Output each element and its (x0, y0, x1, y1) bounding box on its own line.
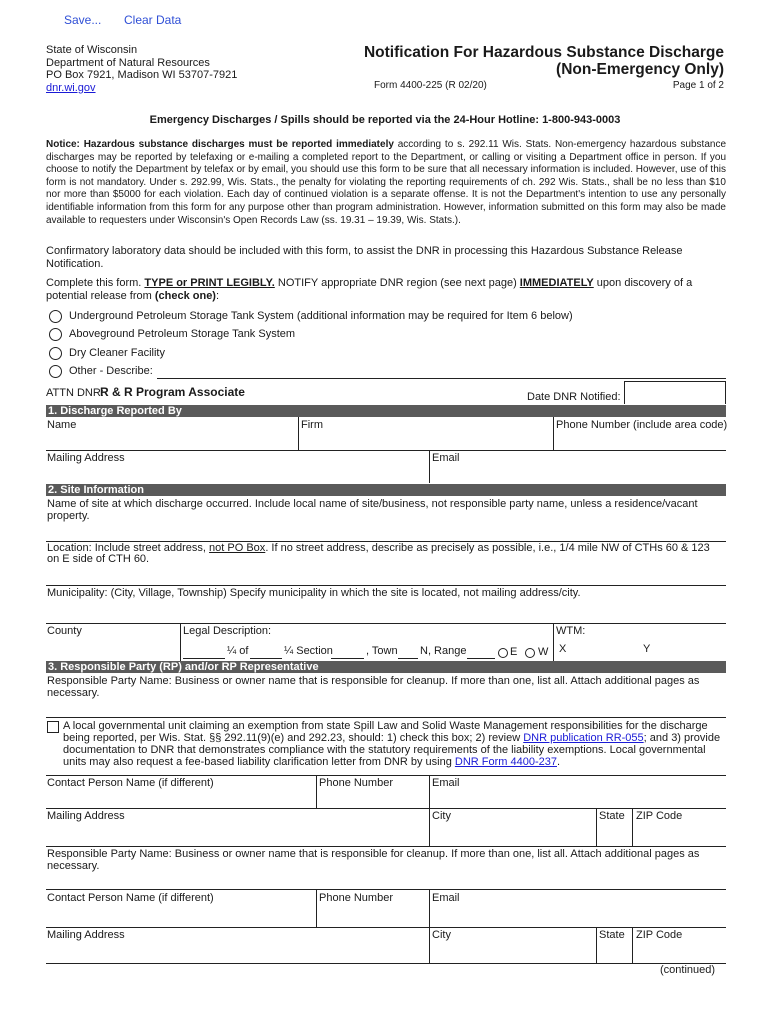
range-label: N, Range (420, 645, 467, 657)
other-describe-input[interactable] (157, 364, 726, 378)
name-input[interactable] (47, 431, 296, 448)
divider (624, 381, 726, 382)
section1-header: 1. Discharge Reported By (46, 405, 726, 417)
title-line-2: (Non-Emergency Only) (556, 61, 724, 78)
west-label: W (538, 646, 549, 658)
town-input[interactable] (398, 645, 418, 658)
rp2-name-input[interactable] (47, 873, 725, 887)
rp2-zip-input[interactable] (634, 942, 725, 961)
firm-label: Firm (301, 419, 323, 431)
wtm-x-label: X (559, 643, 567, 655)
mailing-address-label: Mailing Address (47, 452, 125, 464)
phone-label: Phone Number (include area code) (556, 419, 728, 431)
notice-body: according to s. 292.11 Wis. Stats. Non-emergency hazardous substance discharges may be reported by telefaxing or e-mailing a completed report to the Department, or calling or visiting a Department office in person. If you choose to notify the Department by telefax or by email, you should use this form to be sure that all necessary information is included. However, use of this form is not mandatory. Under s. 292.99, Wis. Stats., the penalty for violating the reporting requirements of ch. 292 Wis. Stats., shall be no less than $10 nor more than $5000 for each violation. Each day of continued violation is a separate offense. It is not the Department's intention to use any personally identifiable information from this form for any purpose other than program administration. However, information submitted on this form may also be made available to requesters under Wisconsin's Open Records Law (ss. 19.31 – 19.39, Wis. Stats.). (46, 139, 727, 226)
site-name-input[interactable] (47, 524, 725, 540)
immediately-emphasis: IMMEDIATELY (519, 277, 594, 289)
section-label: ¼ Section (284, 645, 333, 657)
rp-zip-label: ZIP Code (636, 810, 683, 822)
rp2-state-input[interactable] (598, 942, 630, 961)
divider (429, 927, 430, 963)
radio-east[interactable] (498, 648, 508, 658)
rp-mailing-label: Mailing Address (47, 810, 125, 822)
county-input[interactable] (47, 638, 179, 660)
notice-lead: Notice: Hazardous substance discharges must be reported immediately (46, 139, 394, 150)
other-describe-line (157, 378, 726, 379)
rp2-phone-label: Phone Number (319, 892, 393, 904)
rp-state-input[interactable] (598, 823, 630, 844)
quarter-1-line (183, 658, 225, 659)
exemption-checkbox[interactable] (47, 721, 59, 733)
exemption-text-part: ; and 3) provide documentation to DNR that demonstrates compliance with the statutory requirements of the liability exemptions. Local governmental units may also request a fee-based liability clarification letter from DNR by using (63, 732, 721, 768)
east-label: E (510, 646, 518, 658)
radio-dry-cleaner[interactable] (49, 347, 62, 360)
date-notified-input[interactable] (626, 383, 724, 402)
divider (46, 585, 726, 586)
type-print-emphasis: TYPE or PRINT LEGIBLY. (144, 277, 275, 289)
contact-person-input[interactable] (47, 790, 314, 806)
phone-input[interactable] (555, 431, 725, 448)
name-label: Name (47, 419, 77, 431)
rp2-contact-input[interactable] (47, 905, 314, 925)
instructions (46, 277, 726, 302)
exemption-text (63, 720, 723, 768)
contact-person-label: Contact Person Name (if different) (47, 777, 214, 789)
option-label-dry-cleaner: Dry Cleaner Facility (69, 347, 165, 359)
rp-phone-input[interactable] (318, 790, 427, 806)
divider (632, 927, 633, 963)
rp2-mailing-label: Mailing Address (47, 929, 125, 941)
dnr-publication-link[interactable]: DNR publication RR-055 (523, 732, 644, 744)
rp2-email-label: Email (432, 892, 460, 904)
rp2-email-input[interactable] (431, 905, 725, 925)
rp2-name-label: Responsible Party Name: Business or owner name that is responsible for cleanup. If more than one, list all. Attach additional pages as necessary. (47, 848, 700, 872)
section-line (331, 658, 364, 659)
website-link[interactable]: dnr.wi.gov (46, 81, 96, 94)
divider (429, 775, 430, 808)
rp-city-label: City (432, 810, 451, 822)
divider (46, 846, 726, 847)
divider (180, 623, 181, 661)
wtm-y-input[interactable] (654, 640, 724, 658)
agency-line: State of Wisconsin (46, 44, 138, 56)
divider (298, 417, 299, 450)
wtm-x-input[interactable] (570, 640, 640, 658)
rp2-city-input[interactable] (431, 942, 594, 961)
rp2-city-label: City (432, 929, 451, 941)
page-number: Page 1 of 2 (672, 80, 724, 91)
section2-header: 2. Site Information (46, 484, 726, 496)
location-label (47, 543, 725, 565)
notice-paragraph (46, 139, 726, 227)
clear-data-button[interactable]: Clear Data (124, 13, 182, 27)
rp2-contact-label: Contact Person Name (if different) (47, 892, 214, 904)
rp-phone-label: Phone Number (319, 777, 393, 789)
quarter-1-input[interactable] (183, 645, 225, 658)
firm-input[interactable] (300, 431, 551, 448)
instructions-part: upon discovery of a potential release from (46, 277, 693, 302)
town-line (398, 658, 418, 659)
divider (429, 889, 430, 927)
check-one-emphasis: (check one) (154, 289, 216, 302)
rp-name-label: Responsible Party Name: Business or owner name that is responsible for cleanup. If more than one, list all. Attach additional pages as necessary. (47, 675, 700, 699)
option-label-ust: Underground Petroleum Storage Tank System (additional information may be required for Item 6 below) (69, 310, 573, 322)
location-input[interactable] (47, 566, 725, 583)
divider (632, 808, 633, 846)
rp2-phone-input[interactable] (318, 905, 427, 925)
divider (725, 381, 726, 404)
instructions-part: : (215, 289, 220, 302)
divider (316, 889, 317, 927)
location-label-part: . If no street address, describe as precisely as possible, i.e., 1/4 mile NW of CTHs 60 & 123 on E side of CTH 60. (47, 542, 710, 565)
legal-description-label: Legal Description: (183, 625, 272, 637)
radio-ast[interactable] (49, 328, 62, 341)
divider (596, 808, 597, 846)
divider (429, 808, 430, 846)
divider (46, 623, 726, 624)
rp2-zip-label: ZIP Code (636, 929, 683, 941)
date-notified-label: Date DNR Notified: (527, 391, 621, 403)
hotline-text: Emergency Discharges / Spills should be reported via the 24-Hour Hotline: 1-800-943-0003 (149, 114, 621, 126)
attn-label: ATTN DNR: (46, 387, 104, 399)
wtm-label: WTM: (556, 625, 586, 637)
quarter-of-label: ¼ of (227, 645, 249, 657)
save-button[interactable]: Save... (64, 13, 102, 27)
rp2-state-label: State (599, 929, 625, 941)
divider (553, 417, 554, 450)
rp-city-input[interactable] (431, 823, 594, 844)
radio-west[interactable] (525, 648, 535, 658)
continued-label: (continued) (660, 964, 716, 976)
email-input[interactable] (431, 464, 725, 481)
instructions-part: NOTIFY appropriate DNR region (see next page) (274, 277, 520, 289)
mailing-address-input[interactable] (47, 464, 427, 481)
location-not-po-box: not PO Box (209, 542, 266, 554)
site-name-label: Name of site at which discharge occurred. Include local name of site/business, not responsible party name, unless a residence/vacant property. (47, 498, 698, 522)
agency-line: PO Box 7921, Madison WI 53707-7921 (46, 69, 238, 81)
rp2-mailing-input[interactable] (47, 942, 427, 961)
rp-email-input[interactable] (431, 790, 725, 806)
divider (596, 927, 597, 963)
agency-line: Department of Natural Resources (46, 56, 210, 69)
divider (624, 381, 625, 404)
agency-block (46, 44, 237, 94)
divider (46, 717, 726, 718)
divider (46, 808, 726, 809)
wtm-y-label: Y (643, 643, 651, 655)
range-input[interactable] (467, 645, 495, 658)
range-line (467, 658, 495, 659)
form-title (364, 44, 724, 78)
option-label-ast: Aboveground Petroleum Storage Tank System (69, 328, 296, 340)
rp-state-label: State (599, 810, 625, 822)
divider (429, 450, 430, 483)
instructions-part: Complete this form. (46, 277, 145, 289)
section-input[interactable] (331, 645, 364, 658)
quarter-2-input[interactable] (250, 645, 282, 658)
radio-ust[interactable] (49, 310, 62, 323)
divider (46, 889, 726, 890)
rp-mailing-input[interactable] (47, 823, 427, 844)
divider (46, 775, 726, 776)
town-label: , Town (366, 645, 398, 657)
rp-email-label: Email (432, 777, 460, 789)
title-line-1: Notification For Hazardous Substance Discharge (363, 44, 724, 61)
form-number: Form 4400-225 (R 02/20) (374, 80, 487, 91)
confirm-text: Confirmatory laboratory data should be included with this form, to assist the DNR in processing this Hazardous Substance Release Notification. (46, 245, 683, 270)
divider (553, 623, 554, 661)
quarter-2-line (250, 658, 282, 659)
location-label-part: Location: Include street address, (47, 542, 210, 554)
exemption-text-part: A local governmental unit claiming an exemption from state Spill Law and Solid Waste Management responsibilities for the discharge being reported, per Wis. Stat. §§ 292.11(9)(e) and 292.23, should: 1) check this box; 2) review (63, 720, 708, 744)
divider (46, 963, 726, 964)
option-label-other: Other - Describe: (69, 365, 153, 377)
municipality-input[interactable] (47, 601, 725, 621)
email-label: Email (432, 452, 460, 464)
rp-zip-input[interactable] (634, 823, 725, 844)
attn-value: R & R Program Associate (100, 385, 245, 399)
county-label: County (47, 625, 82, 637)
radio-other[interactable] (49, 365, 62, 378)
section3-header: 3. Responsible Party (RP) and/or RP Representative (46, 661, 726, 673)
divider (316, 775, 317, 808)
exemption-text-part: . (557, 756, 561, 768)
dnr-form-link[interactable]: DNR Form 4400-237 (454, 756, 557, 768)
rp-name-input[interactable] (47, 700, 725, 715)
divider (46, 927, 726, 928)
divider (46, 450, 726, 451)
municipality-label: Municipality: (City, Village, Township) Specify municipality in which the site is located, not mailing address/city. (47, 587, 581, 599)
